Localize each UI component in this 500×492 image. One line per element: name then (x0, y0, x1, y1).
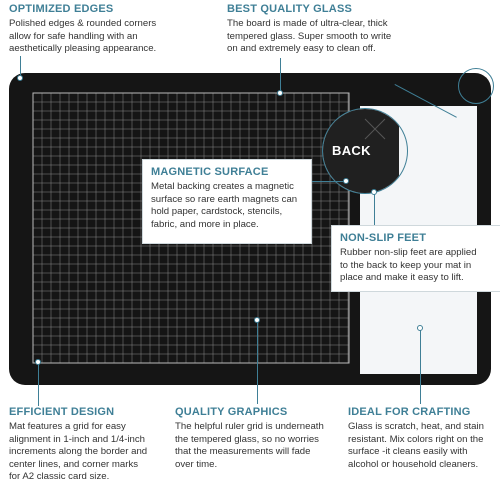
pointer-optimized-edges (17, 75, 23, 81)
callout-optimized-edges (9, 3, 189, 56)
connector-glass (280, 58, 281, 92)
callout-title: MAGNETIC SURFACE (151, 166, 269, 178)
callout-efficient-design (9, 406, 169, 484)
corner-zoom-circle (458, 68, 494, 104)
callout-title: NON-SLIP FEET (340, 232, 427, 244)
callout-best-quality-glass (227, 3, 417, 56)
callout-title: BEST QUALITY GLASS (227, 3, 353, 15)
connector-magnetic (310, 181, 346, 182)
connector-efficient (38, 362, 39, 406)
callout-body: Mat features a grid for easy alignment in 1-inch and 1/4-inch increments along the border and center lines, and corner marks for A2 classic card size. (9, 421, 148, 483)
callout-body: The helpful ruler grid is underneath the tempered glass, so no worries that the measurements will fade over time. (175, 421, 324, 470)
callout-ideal-for-crafting (348, 406, 498, 471)
connector-graphics (257, 320, 258, 404)
pointer-feet (371, 189, 377, 195)
callout-quality-graphics (175, 406, 340, 471)
connector-feet (374, 192, 375, 226)
callout-non-slip-feet (332, 226, 500, 291)
pointer-magnetic (343, 178, 349, 184)
pointer-crafting (417, 325, 423, 331)
callout-body: Polished edges & rounded corners allow for safe handling with an aesthetically pleasing appearance. (9, 18, 157, 55)
callout-body: Metal backing creates a magnetic surface so rare earth magnets can hold paper, cardstock, stencils, fabric, and more in place. (151, 181, 298, 230)
callout-magnetic-surface (143, 160, 311, 243)
callout-title: QUALITY GRAPHICS (175, 406, 288, 418)
callout-body: Rubber non-slip feet are applied to the back to keep your mat in place and make it easy to lift. (340, 247, 477, 284)
connector-crafting (420, 328, 421, 404)
callout-body: Glass is scratch, heat, and stain resistant. Mix colors right on the surface -it cleans easily with alcohol or household cleaners. (348, 421, 484, 470)
back-label: BACK (332, 143, 371, 158)
callout-title: IDEAL FOR CRAFTING (348, 406, 471, 418)
pointer-graphics (254, 317, 260, 323)
callout-title: OPTIMIZED EDGES (9, 3, 114, 15)
callout-title: EFFICIENT DESIGN (9, 406, 115, 418)
callout-body: The board is made of ultra-clear, thick tempered glass. Super smooth to write on and extremely easy to clean off. (227, 18, 392, 55)
pointer-glass (277, 90, 283, 96)
pointer-efficient (35, 359, 41, 365)
